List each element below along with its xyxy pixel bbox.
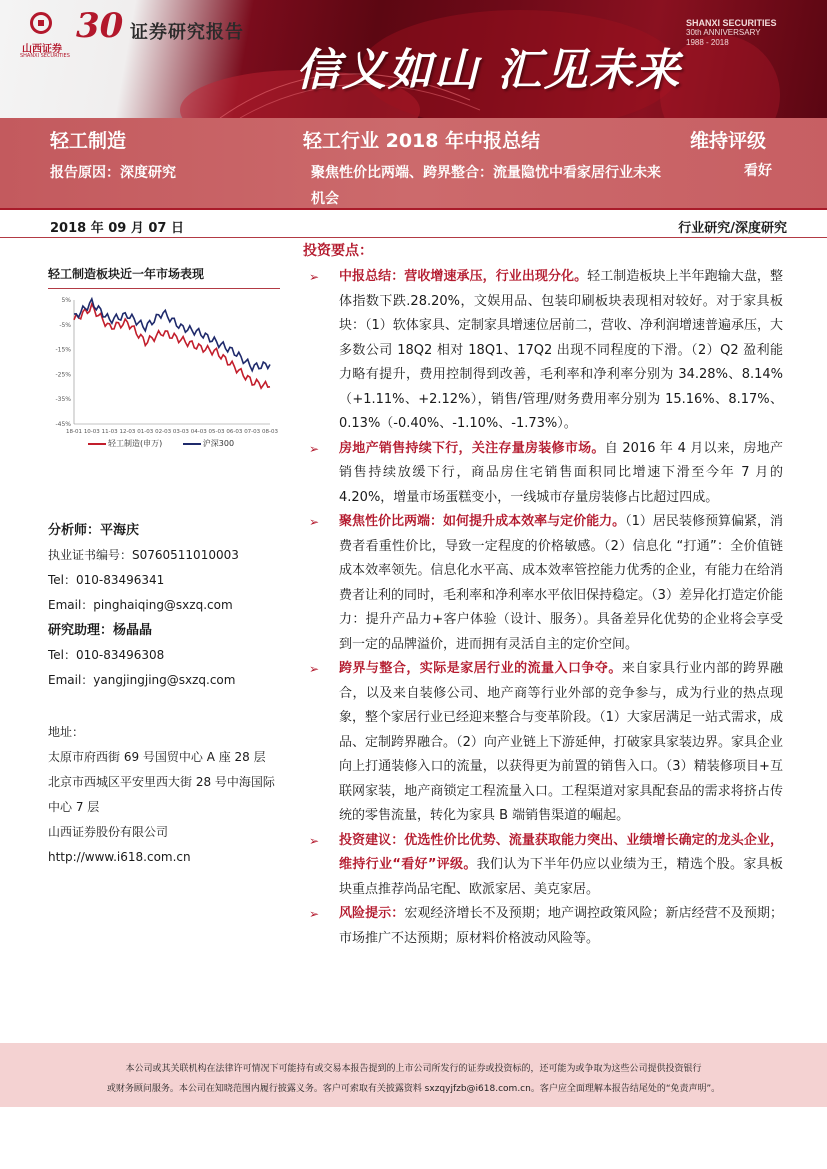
key-point-heading: 房地产销售持续下行，关注存量房装修市场。 xyxy=(339,440,605,456)
anniv-line2: 30th ANNIVERSARY xyxy=(686,28,761,37)
key-point-text: （1）居民装修预算偏紧，消费者看重性价比，导致一定程度的价格敏感。（2）信息化 “打通”：全价值链成本效率领先。信息化水平高、成本效率管控能力优秀的企业，有能力在给消费者让利的同时，毛利率和净利率水平依旧保持稳定。（3）差异化打造定价能力：提升产品力+客户体验（设计、服务）。具备差异化优势的企业将会享受到一定的品牌溢价，进而拥有灵活自主的定价空间。 xyxy=(339,514,783,652)
arrow-bullet-icon: ➢ xyxy=(309,662,320,676)
key-point-heading: 跨界与整合，实际是家居行业的流量入口争夺。 xyxy=(339,661,622,676)
y-tick-label: -15% xyxy=(55,346,71,354)
x-tick-label: 05-03 xyxy=(208,429,225,435)
legend-label-hs300: 沪深300 xyxy=(202,439,235,448)
industry-name: 轻工制造 xyxy=(50,130,127,152)
key-point-summary xyxy=(303,265,783,437)
key-points-column xyxy=(303,238,783,951)
arrow-bullet-icon: ➢ xyxy=(309,270,320,284)
legend-item-industry xyxy=(88,439,162,448)
rating-value: 看好 xyxy=(744,163,772,179)
report-subtitle: 聚焦性价比两端、跨界整合：流量隐忧中看家居行业未来机会 xyxy=(311,165,661,207)
key-points-title: 投资要点： xyxy=(303,243,373,259)
key-point-text: 我们认为下半年仍应以业绩为王，精选个股。家具板块重点推荐尚品宅配、欧派家居、美克家居。 xyxy=(339,857,783,897)
address-label: 地址： xyxy=(48,725,85,739)
key-point-real-estate xyxy=(303,437,783,511)
x-tick-label: 10-03 xyxy=(83,429,100,435)
company-logo xyxy=(14,10,70,59)
chart-title: 轻工制造板块近一年市场表现 xyxy=(48,267,205,281)
series-line-hs300 xyxy=(74,299,270,371)
x-tick-label: 06-03 xyxy=(226,429,243,435)
x-tick-label: 18-01 xyxy=(66,429,82,435)
company-website[interactable]: http://www.i618.com.cn xyxy=(48,850,191,864)
key-point-heading: 中报总结：营收增速承压，行业出现分化。 xyxy=(339,269,588,284)
arrow-bullet-icon: ➢ xyxy=(309,833,320,848)
date-bar xyxy=(0,208,827,238)
anniversary-30-mark: 30 xyxy=(76,6,124,46)
legend-item-hs300 xyxy=(183,439,234,448)
arrow-bullet-icon: ➢ xyxy=(309,907,320,921)
analyst-info xyxy=(48,518,284,693)
anniv-line1: SHANXI SECURITIES xyxy=(686,18,777,28)
address-info xyxy=(48,720,284,870)
analyst-email[interactable]: Email：pinghaiqing@sxzq.com xyxy=(48,598,233,612)
x-tick-label: 03-03 xyxy=(172,429,189,435)
key-point-text: 轻工制造板块上半年跑输大盘，整体指数下跌.28.20%，文娱用品、包装印刷板块表现相对较好。对于家具板块：（1）软体家具、定制家具增速位居前二，营收、净利润增速普遍承压，大多数公司 18Q2 相对 18Q1、17Q2 出现不同程度的下滑。（2）Q2 盈利能力略有提升，费用控制得到改善，毛利率和净利率分别为 34.28%、8.14%（+1.11%、+2.12%），销售/管理/财务费用率分别为 15.16%、8.17%、0.13%（-0.40%、-1.10%、-1.73%）。 xyxy=(339,269,783,431)
address-taiyuan: 太原市府西街 69 号国贸中心 A 座 28 层 xyxy=(48,750,266,764)
chart-legend xyxy=(88,438,252,449)
key-point-heading: 投资建议：优选性价比优势、流量获取能力突出、业绩增长确定的龙头企业，维持行业“看好”评级。 xyxy=(339,832,783,872)
title-band xyxy=(0,118,827,208)
banner-slogan: 信义如山 汇见未来 xyxy=(296,45,682,96)
market-performance-chart xyxy=(48,294,282,454)
key-point-risk xyxy=(303,902,783,951)
chart-divider xyxy=(48,288,280,289)
arrow-bullet-icon: ➢ xyxy=(309,515,320,529)
logo-mark-icon xyxy=(30,12,52,34)
y-tick-label: 5% xyxy=(61,297,71,304)
arrow-bullet-icon: ➢ xyxy=(309,441,320,456)
anniversary-box xyxy=(686,18,777,48)
key-point-text: 自 2016 年 4 月以来，房地产销售持续放缓下行，商品房住宅销售面积同比增速下滑至今年 7 月的 4.20%，增量市场蛋糕变小，一线城市存量房装修占比超过四成。 xyxy=(339,440,783,505)
x-tick-label: 02-03 xyxy=(155,429,172,435)
report-reason: 报告原因：深度研究 xyxy=(50,165,176,181)
y-tick-label: -45% xyxy=(55,421,71,428)
assistant-name: 研究助理：杨晶晶 xyxy=(48,623,153,638)
analyst-name: 分析师：平海庆 xyxy=(48,523,140,538)
y-tick-label: -35% xyxy=(55,396,71,404)
key-point-heading: 风险提示： xyxy=(339,906,405,921)
key-point-integration xyxy=(303,657,783,829)
key-point-text: 宏观经济增长不及预期；地产调控政策风险；新店经营不及预期；市场推广不达预期；原材料价格波动风险等。 xyxy=(339,906,783,946)
legend-label-industry: 轻工制造(申万) xyxy=(108,439,163,448)
address-beijing: 北京市西城区平安里西大街 28 号中海国际中心 7 层 xyxy=(48,775,275,814)
report-type-label: 证券研究报告 xyxy=(130,22,244,43)
key-point-value xyxy=(303,510,783,657)
y-tick-label: -25% xyxy=(55,371,71,379)
analyst-tel: Tel：010-83496341 xyxy=(48,573,165,587)
y-tick-label: -5% xyxy=(59,321,71,329)
disclaimer-line-2: 或财务顾问服务。本公司在知晓范围内履行披露义务。客户可索取有关披露资料 sxzqyjfzb@i618.com.cn。客户应全面理解本报告结尾处的“免责声明”。 xyxy=(106,1084,721,1094)
report-date: 2018 年 09 月 07 日 xyxy=(50,221,184,236)
legend-swatch-industry xyxy=(88,443,106,445)
assistant-email[interactable]: Email：yangjingjing@sxzq.com xyxy=(48,673,236,687)
rating-label: 维持评级 xyxy=(690,130,767,152)
x-tick-label: 01-03 xyxy=(137,429,154,435)
company-name: 山西证券股份有限公司 xyxy=(48,825,169,839)
disclaimer-line-1: 本公司或其关联机构在法律许可情况下可能持有或交易本报告提到的上市公司所发行的证券或投资标的，还可能为或争取为这些公司提供投资银行 xyxy=(125,1064,702,1074)
legend-swatch-hs300 xyxy=(183,443,201,445)
logo-en-text: SHANXI SECURITIES xyxy=(20,53,70,59)
disclaimer-footer xyxy=(0,1043,827,1107)
assistant-tel: Tel：010-83496308 xyxy=(48,648,165,662)
logo-cn-text: 山西证券 xyxy=(22,44,62,55)
x-tick-label: 08-03 xyxy=(262,429,278,435)
x-tick-label: 12-03 xyxy=(119,429,136,435)
key-point-heading: 聚焦性价比两端：如何提升成本效率与定价能力。 xyxy=(339,514,626,529)
x-tick-label: 11-03 xyxy=(101,429,118,435)
report-title: 轻工行业 2018 年中报总结 xyxy=(303,130,541,152)
header-banner xyxy=(0,0,827,118)
analyst-cert: 执业证书编号：S0760511010003 xyxy=(48,548,239,562)
report-category: 行业研究/深度研究 xyxy=(678,221,787,236)
anniv-line3: 1988 - 2018 xyxy=(686,38,729,47)
key-point-investment xyxy=(303,829,783,903)
x-tick-label: 07-03 xyxy=(244,429,261,435)
key-point-text: 来自家具行业内部的跨界融合，以及来自装修公司、地产商等行业外部的竞争参与，成为行业的热点现象，整个家居行业已经迎来整合与变革阶段。（1）大家居满足一站式需求，成品、定制跨界融合。（2）向产业链上下游延伸，打破家具家装边界。家具企业向上打通装修入口的流量，以获得更为前置的销售入口。（3）精装修项目+互联网家装，地产商锁定工程流量入口。工程渠道对家具配套品的需求将挤占传统的零售流量，转化为家具 B 端销售渠道的崛起。 xyxy=(339,661,783,823)
x-tick-label: 04-03 xyxy=(190,429,207,435)
